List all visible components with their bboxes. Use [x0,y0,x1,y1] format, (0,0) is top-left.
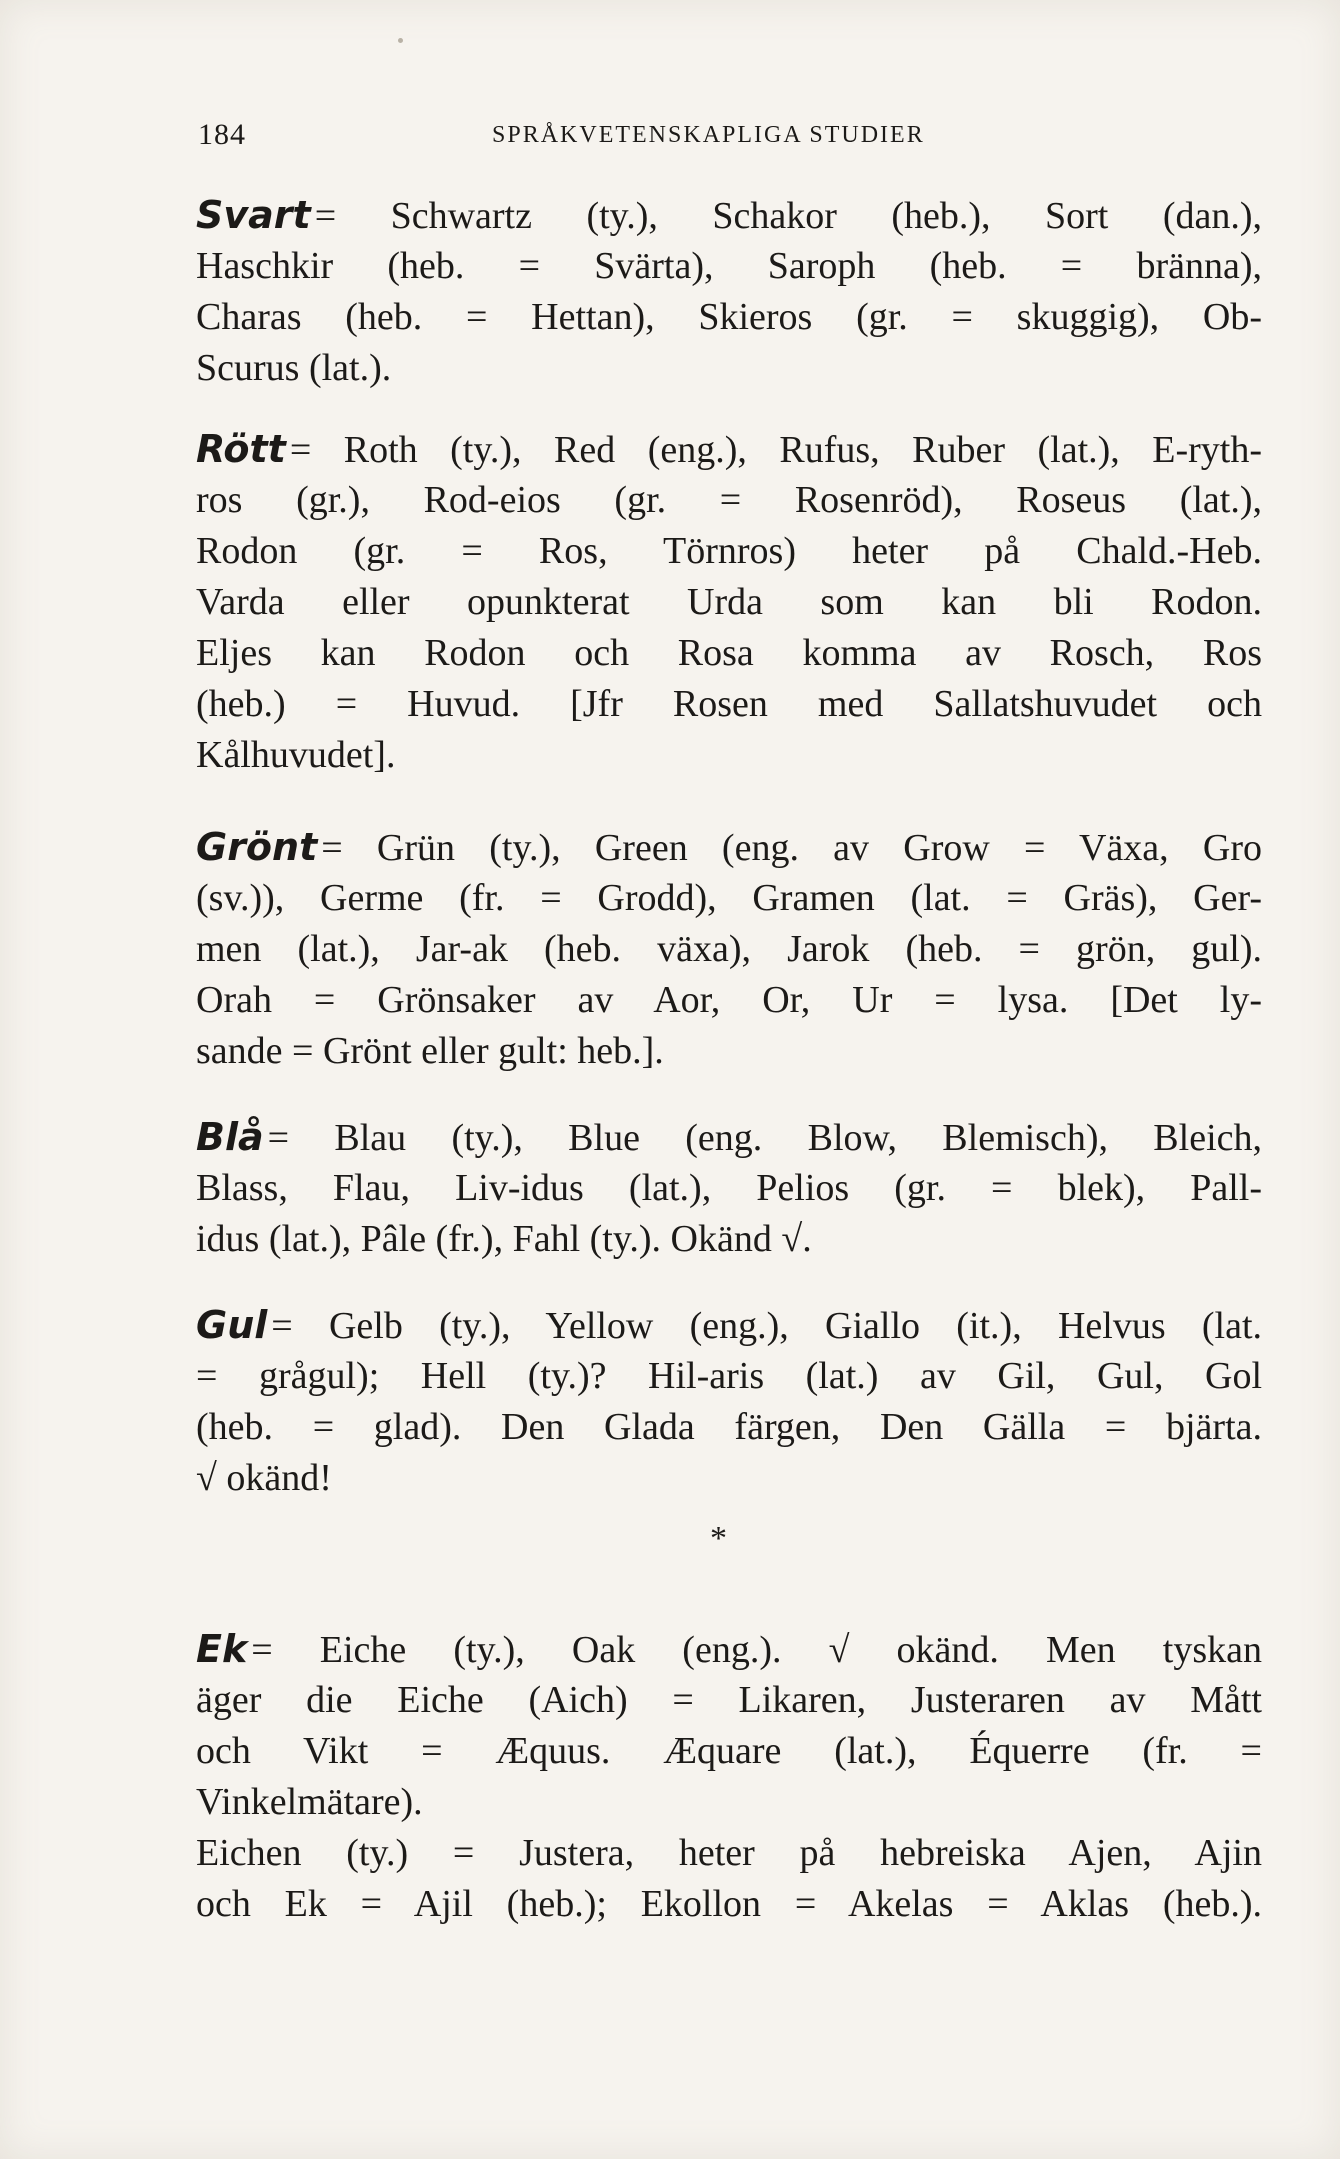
entry-rott [196,424,1262,781]
entry-line: och Ek = Ajil (heb.); Ekollon = Akelas = Aklas (heb.). [196,1883,1262,1925]
entry-headword: Gul [196,1303,268,1347]
entry-headword: Svart [196,193,311,237]
section-separator: * [710,1520,727,1557]
entry-line: √ okänd! [196,1457,332,1499]
entry-line: = Schwartz (ty.), Schakor (heb.), Sort (dan.), [314,195,1262,237]
entry-headword: Ek [196,1627,248,1671]
entry-bla [196,1112,1262,1265]
entry-line: = Blau (ty.), Blue (eng. Blow, Blemisch), Bleich, [267,1117,1262,1159]
entry-line: (sv.)), Germe (fr. = Grodd), Gramen (lat. = Gräs), Ger- [196,877,1262,919]
entry-line: idus (lat.), Pâle (fr.), Fahl (ty.). Okänd √. [196,1218,812,1260]
entry-line: Varda eller opunkterat Urda som kan bli Rodon. [196,581,1262,623]
entry-line: = Grün (ty.), Green (eng. av Grow = Växa, Gro [321,827,1262,869]
entry-line: men (lat.), Jar-ak (heb. växa), Jarok (heb. = grön, gul). [196,928,1262,970]
entry-line: och Vikt = Æquus. Æquare (lat.), Équerre (fr. = [196,1730,1262,1772]
entry-line: Haschkir (heb. = Svärta), Saroph (heb. = bränna), [196,245,1262,287]
entry-line: = Roth (ty.), Red (eng.), Rufus, Ruber (lat.), E-ryth- [289,429,1262,471]
page-number: 184 [198,118,246,151]
entry-svart [196,190,1262,394]
page-header [198,118,1260,158]
running-title: SPRÅKVETENSKAPLIGA STUDIER [492,122,925,148]
entry-headword: Grönt [196,825,318,869]
entry-line: ros (gr.), Rod-eios (gr. = Rosenröd), Roseus (lat.), [196,479,1262,521]
entry-line: sande = Grönt eller gult: heb.]. [196,1030,664,1072]
entry-headword: Blå [196,1115,264,1159]
entry-line: Scurus (lat.). [196,347,392,389]
entry-line: Kålhuvudet]. [196,734,396,776]
entry-gul [196,1300,1262,1504]
entry-line: = grågul); Hell (ty.)? Hil-aris (lat.) av Gil, Gul, Gol [196,1355,1262,1397]
entry-line: (heb.) = Huvud. [Jfr Rosen med Sallatshuvudet och [196,683,1262,725]
entry-line: Eichen (ty.) = Justera, heter på hebreiska Ajen, Ajin [196,1832,1262,1874]
entry-line: Eljes kan Rodon och Rosa komma av Rosch, Ros [196,632,1262,674]
entry-line: Orah = Grönsaker av Aor, Or, Ur = lysa. [Det ly- [196,979,1262,1021]
entry-line: äger die Eiche (Aich) = Likaren, Justeraren av Mått [196,1679,1262,1721]
entry-headword: Rött [196,427,286,471]
entry-line: Charas (heb. = Hettan), Skieros (gr. = skuggig), Ob- [196,296,1262,338]
entry-line: Rodon (gr. = Ros, Törnros) heter på Chald.-Heb. [196,530,1262,572]
entry-line: = Gelb (ty.), Yellow (eng.), Giallo (it.), Helvus (lat. [271,1305,1262,1347]
entry-line: (heb. = glad). Den Glada färgen, Den Gälla = bjärta. [196,1406,1262,1448]
entry-gront [196,822,1262,1077]
entry-line: = Eiche (ty.), Oak (eng.). √ okänd. Men tyskan [251,1629,1262,1671]
entry-line: Vinkelmätare). [196,1781,423,1823]
entry-ek [196,1624,1262,1930]
entry-line: Blass, Flau, Liv-idus (lat.), Pelios (gr. = blek), Pall- [196,1167,1262,1209]
paper-speck [398,38,403,43]
